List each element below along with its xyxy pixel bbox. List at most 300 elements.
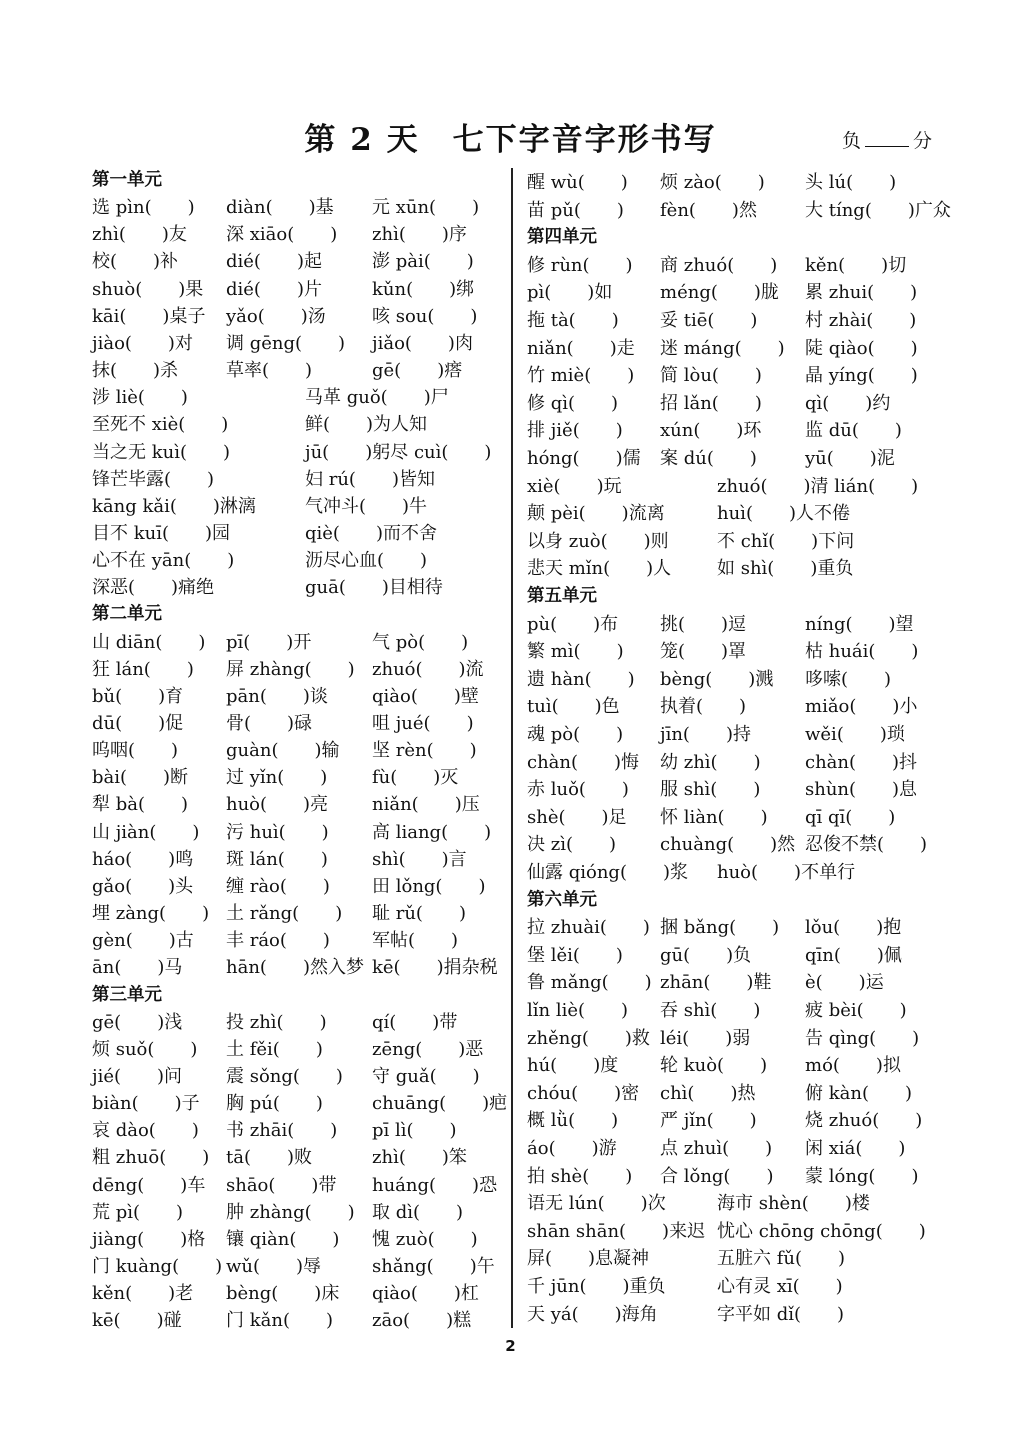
exercise-item[interactable]: 俯 kàn( ) (805, 1082, 912, 1104)
exercise-item[interactable]: 气 pò( ) (372, 631, 469, 653)
exercise-item[interactable]: kěn( )切 (805, 254, 907, 276)
exercise-row (527, 803, 947, 830)
exercise-item[interactable]: fèn( )然 (660, 199, 757, 221)
exercise-item[interactable]: gǎo( )头 (92, 875, 194, 897)
exercise-item[interactable]: tuì( )色 (527, 696, 620, 718)
exercise-item[interactable]: 沥尽心血( ) (305, 550, 428, 572)
unit-heading: 第四单元 (527, 227, 597, 248)
exercise-item[interactable]: 守 guǎ( ) (372, 1065, 480, 1087)
exercise-item[interactable]: 拖 tà( ) (527, 310, 619, 331)
exercise-item[interactable]: 海市 shèn( )楼 (717, 1193, 870, 1215)
exercise-item[interactable]: 商 zhuó( ) (660, 254, 778, 276)
exercise-item[interactable]: 心不在 yān( ) (92, 550, 235, 572)
exercise-row (527, 361, 947, 388)
exercise-item[interactable]: 概 lǜ( ) (527, 1110, 619, 1132)
exercise-item[interactable]: 元 xūn( ) (372, 197, 480, 219)
exercise-item[interactable]: bài( )断 (92, 767, 189, 789)
exercise-item[interactable]: guā( )目相待 (305, 577, 443, 599)
exercise-row (92, 790, 497, 817)
exercise-item[interactable]: diàn( )基 (226, 197, 334, 219)
exercise-row (527, 1189, 947, 1216)
exercise-item[interactable]: 服 shì( ) (660, 779, 761, 801)
exercise-row (527, 1106, 947, 1133)
exercise-item[interactable]: shè( )足 (527, 806, 627, 828)
exercise-item[interactable]: léi( )弱 (660, 1027, 751, 1049)
exercise-item[interactable]: dié( )片 (226, 278, 322, 300)
unit-heading: 第三单元 (92, 984, 162, 1005)
exercise-item[interactable]: 字平如 dǐ( ) (717, 1303, 845, 1325)
exercise-item[interactable]: 挑( )逗 (660, 613, 747, 635)
exercise-item[interactable]: bǔ( )育 (92, 685, 184, 707)
exercise-row (92, 818, 497, 845)
exercise-item[interactable]: tā( )败 (226, 1147, 313, 1169)
exercise-item[interactable]: 镶 qiàn( ) (226, 1228, 340, 1250)
exercise-item[interactable]: chì( )热 (660, 1082, 756, 1104)
exercise-item[interactable]: 疲 bèi( ) (805, 1000, 907, 1021)
exercise-item[interactable]: 屏( )息凝神 (527, 1248, 650, 1270)
exercise-item[interactable]: 以身 zuò( )则 (527, 530, 669, 552)
exercise-item[interactable]: 气冲斗( )牛 (305, 495, 428, 517)
exercise-item[interactable]: 怀 liàn( ) (660, 806, 768, 828)
exercise-item[interactable]: 妥 tiē( ) (660, 310, 758, 331)
exercise-item[interactable]: 苗 pǔ( ) (527, 199, 624, 221)
exercise-item[interactable]: 赤 luǒ( ) (527, 779, 629, 801)
exercise-item[interactable]: 点 zhuì( ) (660, 1138, 773, 1159)
exercise-item[interactable]: 山 diān( ) (92, 631, 206, 653)
exercise-item[interactable]: 蒙 lóng( ) (805, 1165, 919, 1187)
exercise-row (92, 655, 497, 682)
exercise-row (92, 763, 497, 790)
exercise-item[interactable]: 拉 zhuài( ) (527, 917, 650, 939)
exercise-item[interactable]: méng( )胧 (660, 282, 779, 304)
exercise-item[interactable]: 抹( )杀 (92, 360, 179, 382)
exercise-item[interactable]: zāo( )糕 (372, 1310, 472, 1332)
exercise-item[interactable]: 烧 zhuó( ) (805, 1110, 923, 1132)
exercise-item[interactable]: 遗 hàn( ) (527, 668, 635, 690)
exercise-item[interactable]: 粗 zhuō( ) (92, 1147, 210, 1169)
exercise-item[interactable]: 屏 zhàng( ) (226, 658, 355, 680)
exercise-row (92, 275, 497, 302)
exercise-item[interactable]: níng( )望 (805, 613, 914, 635)
exercise-row (527, 996, 947, 1023)
exercise-item[interactable]: 陡 qiào( ) (805, 337, 918, 359)
exercise-item[interactable]: wěi( )琐 (805, 724, 905, 745)
exercise-item[interactable]: 土 rǎng( ) (226, 903, 343, 925)
exercise-item[interactable]: 投 zhì( ) (226, 1011, 327, 1033)
exercise-item[interactable]: 马革 guǒ( )尸 (305, 387, 449, 409)
exercise-item[interactable]: chuàng( )然 (660, 834, 796, 856)
exercise-item[interactable]: 简 lòu( ) (660, 365, 762, 387)
exercise-item[interactable]: 千 jūn( )重负 (527, 1276, 666, 1297)
exercise-item[interactable]: shāo( )带 (226, 1174, 337, 1196)
exercise-item[interactable]: 咀 jué( ) (372, 713, 474, 734)
exercise-item[interactable]: háo( )鸣 (92, 848, 194, 870)
exercise-item[interactable]: huì( )人不倦 (717, 503, 850, 525)
exercise-item[interactable]: lǐn liè( ) (527, 1000, 629, 1021)
exercise-row (527, 1051, 947, 1078)
exercise-item[interactable]: 肿 zhàng( ) (226, 1201, 355, 1223)
exercise-item[interactable]: 深 xiāo( ) (226, 224, 338, 246)
exercise-item[interactable]: qí( )带 (372, 1011, 458, 1033)
exercise-row (527, 1244, 947, 1271)
exercise-item[interactable]: 晶 yíng( ) (805, 365, 918, 387)
exercise-item[interactable]: pù( )布 (527, 613, 619, 635)
exercise-item[interactable]: 门 kuàng( ) (92, 1256, 223, 1277)
exercise-item[interactable]: 震 sǒng( ) (226, 1065, 343, 1087)
exercise-item[interactable]: zēng( )恶 (372, 1038, 484, 1060)
exercise-item[interactable]: 草率( ) (226, 360, 313, 382)
exercise-item[interactable]: zhuó( )清 lián( ) (717, 475, 919, 497)
exercise-item[interactable]: 门 kǎn( ) (226, 1310, 333, 1332)
exercise-item[interactable]: 堡 lěi( ) (527, 944, 623, 966)
exercise-row (527, 389, 947, 416)
unit-heading: 第五单元 (527, 586, 597, 606)
exercise-item[interactable]: pī lì( ) (372, 1120, 457, 1142)
exercise-item[interactable]: 五脏六 fǔ( ) (717, 1248, 846, 1270)
exercise-item[interactable]: wǔ( )辱 (226, 1256, 322, 1277)
exercise-item[interactable]: bèng( )溅 (660, 668, 774, 690)
exercise-item[interactable]: kěn( )老 (92, 1283, 194, 1305)
exercise-item[interactable]: 忍俊不禁( ) (805, 834, 928, 856)
exercise-item[interactable]: 不 chǐ( )下问 (717, 530, 855, 552)
exercise-item[interactable]: 醒 wù( ) (527, 172, 628, 193)
exercise-item[interactable]: 军帖( ) (372, 930, 459, 952)
exercise-row (527, 1300, 947, 1327)
exercise-row (527, 444, 947, 471)
exercise-item[interactable]: 天 yá( )海角 (527, 1303, 658, 1325)
exercise-item[interactable]: guàn( )输 (226, 740, 340, 762)
exercise-item[interactable]: 吞 shì( ) (660, 1000, 761, 1021)
exercise-item[interactable]: zhān( )鞋 (660, 972, 772, 994)
exercise-item[interactable]: kē( )捐杂税 (372, 957, 498, 979)
exercise-item[interactable]: 枯 huái( ) (805, 641, 919, 663)
exercise-item[interactable]: pān( )谈 (226, 685, 328, 707)
exercise-row (527, 306, 947, 333)
exercise-item[interactable]: qì( )约 (805, 392, 891, 414)
exercise-item[interactable]: 轮 kuò( ) (660, 1055, 768, 1077)
exercise-item[interactable]: bèng( )床 (226, 1283, 340, 1305)
exercise-item[interactable]: 鲁 mǎng( ) (527, 972, 652, 994)
exercise-item[interactable]: 竹 miè( ) (527, 365, 635, 387)
exercise-item[interactable]: jié( )问 (92, 1065, 183, 1087)
exercise-item[interactable]: 至死不 xiè( ) (92, 414, 229, 436)
exercise-row (92, 383, 497, 410)
exercise-item[interactable]: huáng( )恐 (372, 1174, 498, 1196)
exercise-item[interactable]: 幼 zhì( ) (660, 751, 761, 773)
exercise-item[interactable]: kǔn( )绑 (372, 278, 475, 300)
exercise-row (527, 1217, 947, 1244)
exercise-row (527, 554, 947, 581)
exercise-row (527, 748, 947, 775)
exercise-item[interactable]: 高 liang( ) (372, 821, 492, 843)
exercise-item[interactable]: 调 gēng( ) (226, 332, 346, 354)
exercise-item[interactable]: 耻 rǔ( ) (372, 903, 466, 925)
exercise-item[interactable]: 排 jiě( ) (527, 420, 623, 442)
exercise-item[interactable]: jū( )躬尽 cuì( ) (305, 441, 492, 463)
exercise-item[interactable]: 斑 lán( ) (226, 848, 328, 870)
exercise-item[interactable]: niǎn( )走 (527, 337, 635, 359)
exercise-item[interactable]: pì( )如 (527, 282, 613, 304)
exercise-item[interactable]: gē( )瘩 (372, 360, 463, 382)
exercise-item[interactable]: kē( )碰 (92, 1310, 182, 1332)
exercise-item[interactable]: 如 shì( )重负 (717, 558, 854, 580)
exercise-row (527, 1079, 947, 1106)
exercise-row (92, 1198, 497, 1225)
exercise-item[interactable]: jīn( )持 (660, 724, 751, 745)
exercise-item[interactable]: shùn( )息 (805, 779, 918, 801)
exercise-row (527, 278, 947, 305)
exercise-item[interactable]: kāng kǎi( )淋漓 (92, 495, 256, 517)
exercise-item[interactable]: shān shān( )来迟 (527, 1220, 706, 1242)
exercise-item[interactable]: 狂 lán( ) (92, 658, 194, 680)
exercise-item[interactable]: miǎo( )小 (805, 696, 918, 718)
exercise-row (92, 465, 497, 492)
exercise-item[interactable]: 丰 ráo( ) (226, 930, 330, 952)
exercise-item[interactable]: chàn( )悔 (527, 751, 640, 773)
exercise-item[interactable]: dēng( )车 (92, 1174, 206, 1196)
exercise-item[interactable]: 过 yǐn( ) (226, 767, 328, 789)
exercise-item[interactable]: 深恶( )痛绝 (92, 577, 215, 599)
exercise-item[interactable]: 鲜( )为人知 (305, 414, 428, 436)
exercise-item[interactable]: gèn( )古 (92, 930, 194, 952)
exercise-item[interactable]: qiào( )杠 (372, 1283, 479, 1305)
unit-heading: 第一单元 (92, 170, 162, 190)
exercise-row (527, 416, 947, 443)
exercise-item[interactable]: 山 jiàn( ) (92, 821, 200, 843)
exercise-row (92, 519, 497, 546)
exercise-item[interactable]: 头 lú( ) (805, 172, 897, 193)
exercise-row (527, 830, 947, 857)
exercise-row (527, 637, 947, 664)
exercise-row (92, 1225, 497, 1252)
exercise-row (92, 356, 497, 383)
exercise-item[interactable]: 荒 pì( ) (92, 1201, 184, 1223)
exercise-item[interactable]: 烦 suǒ( ) (92, 1038, 198, 1060)
exercise-item[interactable]: hú( )度 (527, 1055, 619, 1077)
exercise-item[interactable]: 污 huì( ) (226, 821, 329, 843)
exercise-item[interactable]: 大 tíng( )广众 (805, 199, 951, 221)
exercise-row (92, 872, 497, 899)
exercise-row (92, 628, 497, 655)
exercise-item[interactable]: 涉 liè( ) (92, 387, 188, 409)
exercise-item[interactable]: 土 fěi( ) (226, 1038, 323, 1060)
exercise-row (527, 1162, 947, 1189)
exercise-item[interactable]: 捆 bǎng( ) (660, 917, 780, 939)
score-blank[interactable] (865, 128, 909, 147)
exercise-item[interactable]: 哀 dào( ) (92, 1120, 199, 1142)
exercise-item[interactable]: zhěng( )救 (527, 1027, 650, 1049)
exercise-item[interactable]: 锋芒毕露( ) (92, 468, 215, 490)
exercise-item[interactable]: xún( )环 (660, 420, 762, 442)
exercise-item[interactable]: zhì( )序 (372, 224, 467, 246)
exercise-row (92, 899, 497, 926)
exercise-row (92, 845, 497, 872)
exercise-item[interactable]: huò( )亮 (226, 794, 329, 816)
exercise-item[interactable]: 犁 bà( ) (92, 794, 189, 816)
exercise-row (92, 247, 497, 274)
exercise-item[interactable]: 澎 pài( ) (372, 251, 474, 273)
exercise-item[interactable]: 取 dì( ) (372, 1201, 464, 1223)
exercise-item[interactable]: 修 rùn( ) (527, 254, 633, 276)
exercise-item[interactable]: huò( )不单行 (717, 862, 856, 883)
exercise-row (92, 1143, 497, 1170)
exercise-item[interactable]: 骨( )碌 (226, 713, 313, 734)
exercise-item[interactable]: 缠 rào( ) (226, 875, 330, 897)
exercise-row (92, 573, 497, 600)
exercise-item[interactable]: 招 lǎn( ) (660, 392, 762, 414)
exercise-item[interactable]: 修 qì( ) (527, 392, 619, 414)
exercise-item[interactable]: zhuó( )流 (372, 658, 484, 680)
exercise-item[interactable]: jiàng( )格 (92, 1228, 206, 1250)
exercise-item[interactable]: yū( )泥 (805, 448, 895, 469)
exercise-item[interactable]: 执着( ) (660, 696, 747, 718)
exercise-item[interactable]: 愧 zuò( ) (372, 1228, 478, 1250)
exercise-item[interactable]: hān( )然入梦 (226, 957, 364, 979)
exercise-item[interactable]: dié( )起 (226, 251, 322, 273)
exercise-item[interactable]: biàn( )子 (92, 1093, 200, 1115)
exercise-item[interactable]: chuāng( )疤 (372, 1093, 508, 1115)
column-divider (511, 168, 513, 1328)
exercise-row (92, 1089, 508, 1116)
exercise-item[interactable]: 严 jǐn( ) (660, 1110, 757, 1132)
exercise-item[interactable]: gē( )浅 (92, 1011, 183, 1033)
exercise-item[interactable]: 村 zhài( ) (805, 310, 917, 331)
exercise-row (527, 720, 947, 747)
exercise-item[interactable]: qīn( )佩 (805, 944, 902, 966)
exercise-item[interactable]: shǎng( )午 (372, 1256, 495, 1277)
exercise-row (92, 709, 497, 736)
exercise-row (92, 1035, 497, 1062)
exercise-item[interactable]: 告 qìng( ) (805, 1027, 920, 1049)
exercise-item[interactable]: 案 dú( ) (660, 448, 757, 469)
exercise-item[interactable]: 埋 zàng( ) (92, 903, 210, 925)
exercise-item[interactable]: mó( )拟 (805, 1055, 901, 1077)
exercise-item[interactable]: fù( )灭 (372, 767, 459, 789)
exercise-item[interactable]: 忧心 chōng chōng( ) (717, 1220, 926, 1242)
page-title: 第 2 天 七下字音字形书写 (304, 122, 717, 158)
exercise-row (527, 1024, 947, 1051)
exercise-row (92, 1252, 497, 1279)
exercise-row (92, 1171, 497, 1198)
exercise-item[interactable]: ān( )马 (92, 957, 183, 979)
exercise-item[interactable]: hóng( )儒 (527, 448, 641, 469)
exercise-item[interactable]: 笼( )罩 (660, 641, 747, 663)
exercise-row (92, 193, 497, 220)
exercise-row (527, 665, 947, 692)
exercise-item[interactable]: 颠 pèi( )流离 (527, 503, 665, 525)
exercise-row (92, 1116, 497, 1143)
exercise-row (527, 858, 947, 885)
exercise-item[interactable]: qiè( )而不舍 (305, 522, 437, 544)
exercise-item[interactable]: 呜咽( ) (92, 740, 179, 762)
exercise-item[interactable]: 仙露 qióng( )浆 (527, 862, 688, 883)
unit-heading: 第六单元 (527, 889, 597, 910)
exercise-row (92, 1279, 497, 1306)
exercise-item[interactable]: jiào( )对 (92, 332, 193, 354)
exercise-row (92, 1306, 497, 1333)
exercise-item[interactable]: xiè( )玩 (527, 475, 622, 497)
exercise-row (527, 499, 947, 526)
exercise-item[interactable]: 监 dū( ) (805, 420, 902, 442)
exercise-item[interactable]: 拍 shè( ) (527, 1165, 633, 1187)
score-label: 负 (842, 130, 862, 152)
exercise-item[interactable]: gū( )负 (660, 944, 752, 966)
exercise-item[interactable]: 闲 xiá( ) (805, 1138, 906, 1159)
exercise-row (92, 682, 497, 709)
exercise-item[interactable]: yǎo( )汤 (226, 305, 326, 327)
exercise-row (92, 492, 497, 519)
exercise-row (92, 926, 497, 953)
exercise-item[interactable]: 选 pìn( ) (92, 197, 195, 219)
exercise-item[interactable]: lǒu( )抱 (805, 917, 902, 939)
exercise-item[interactable]: 坚 rèn( ) (372, 740, 477, 762)
exercise-item[interactable]: qī qī( ) (805, 806, 896, 828)
exercise-item[interactable]: 合 lǒng( ) (660, 1165, 774, 1187)
exercise-item[interactable]: shuò( )果 (92, 278, 204, 300)
exercise-item[interactable]: chóu( )密 (527, 1082, 640, 1104)
exercise-row (92, 1062, 497, 1089)
exercise-item[interactable]: jiǎo( )肉 (372, 332, 473, 354)
exercise-item[interactable]: niǎn( )压 (372, 794, 480, 816)
exercise-item[interactable]: 语无 lún( )次 (527, 1193, 666, 1215)
exercise-item[interactable]: è( )运 (805, 972, 884, 994)
exercise-item[interactable]: 烦 zào( ) (660, 172, 765, 193)
exercise-item[interactable]: áo( )游 (527, 1138, 617, 1159)
exercise-item[interactable]: 决 zì( ) (527, 834, 617, 856)
exercise-item[interactable]: 咳 sou( ) (372, 305, 478, 327)
exercise-row (527, 968, 947, 995)
exercise-item[interactable]: zhì( )友 (92, 224, 187, 246)
exercise-row (92, 736, 497, 763)
exercise-item[interactable]: 田 lǒng( ) (372, 875, 486, 897)
exercise-item[interactable]: shì( )言 (372, 848, 467, 870)
exercise-item[interactable]: 魂 pò( ) (527, 724, 624, 745)
page-number: 2 (505, 1337, 516, 1355)
exercise-row (92, 220, 497, 247)
exercise-item[interactable]: 妇 rú( )皆知 (305, 468, 435, 490)
exercise-item[interactable]: 迷 máng( ) (660, 337, 785, 359)
exercise-item[interactable]: 校( )补 (92, 251, 179, 273)
exercise-item[interactable]: 累 zhui( ) (805, 282, 918, 304)
exercise-row (527, 775, 947, 802)
exercise-row (527, 527, 947, 554)
exercise-item[interactable]: 繁 mì( ) (527, 641, 624, 663)
exercise-row (527, 610, 947, 637)
exercise-row (92, 410, 497, 437)
score-unit: 分 (913, 130, 933, 152)
exercise-item[interactable]: 书 zhāi( ) (226, 1120, 338, 1142)
exercise-row (92, 302, 497, 329)
exercise-row (92, 546, 497, 573)
exercise-row (527, 251, 947, 278)
exercise-item[interactable]: zhì( )笨 (372, 1147, 467, 1169)
unit-heading: 第二单元 (92, 604, 162, 625)
exercise-row (527, 1134, 947, 1161)
exercise-item[interactable]: chàn( )抖 (805, 751, 918, 773)
exercise-item[interactable]: 当之无 kuì( ) (92, 441, 231, 463)
exercise-item[interactable]: dū( )促 (92, 713, 184, 734)
exercise-item[interactable]: 目不 kuī( )园 (92, 522, 231, 544)
exercise-item[interactable]: 哆嗦( ) (805, 668, 892, 690)
exercise-item[interactable]: 悲天 mǐn( )人 (527, 558, 672, 580)
exercise-row (527, 168, 947, 195)
exercise-row (527, 913, 947, 940)
exercise-item[interactable]: 心有灵 xī( ) (717, 1276, 843, 1297)
exercise-item[interactable]: pī( )开 (226, 631, 312, 653)
exercise-item[interactable]: 胸 pú( ) (226, 1093, 323, 1115)
exercise-item[interactable]: qiào( )壁 (372, 685, 479, 707)
exercise-item[interactable]: kāi( )桌子 (92, 305, 206, 327)
